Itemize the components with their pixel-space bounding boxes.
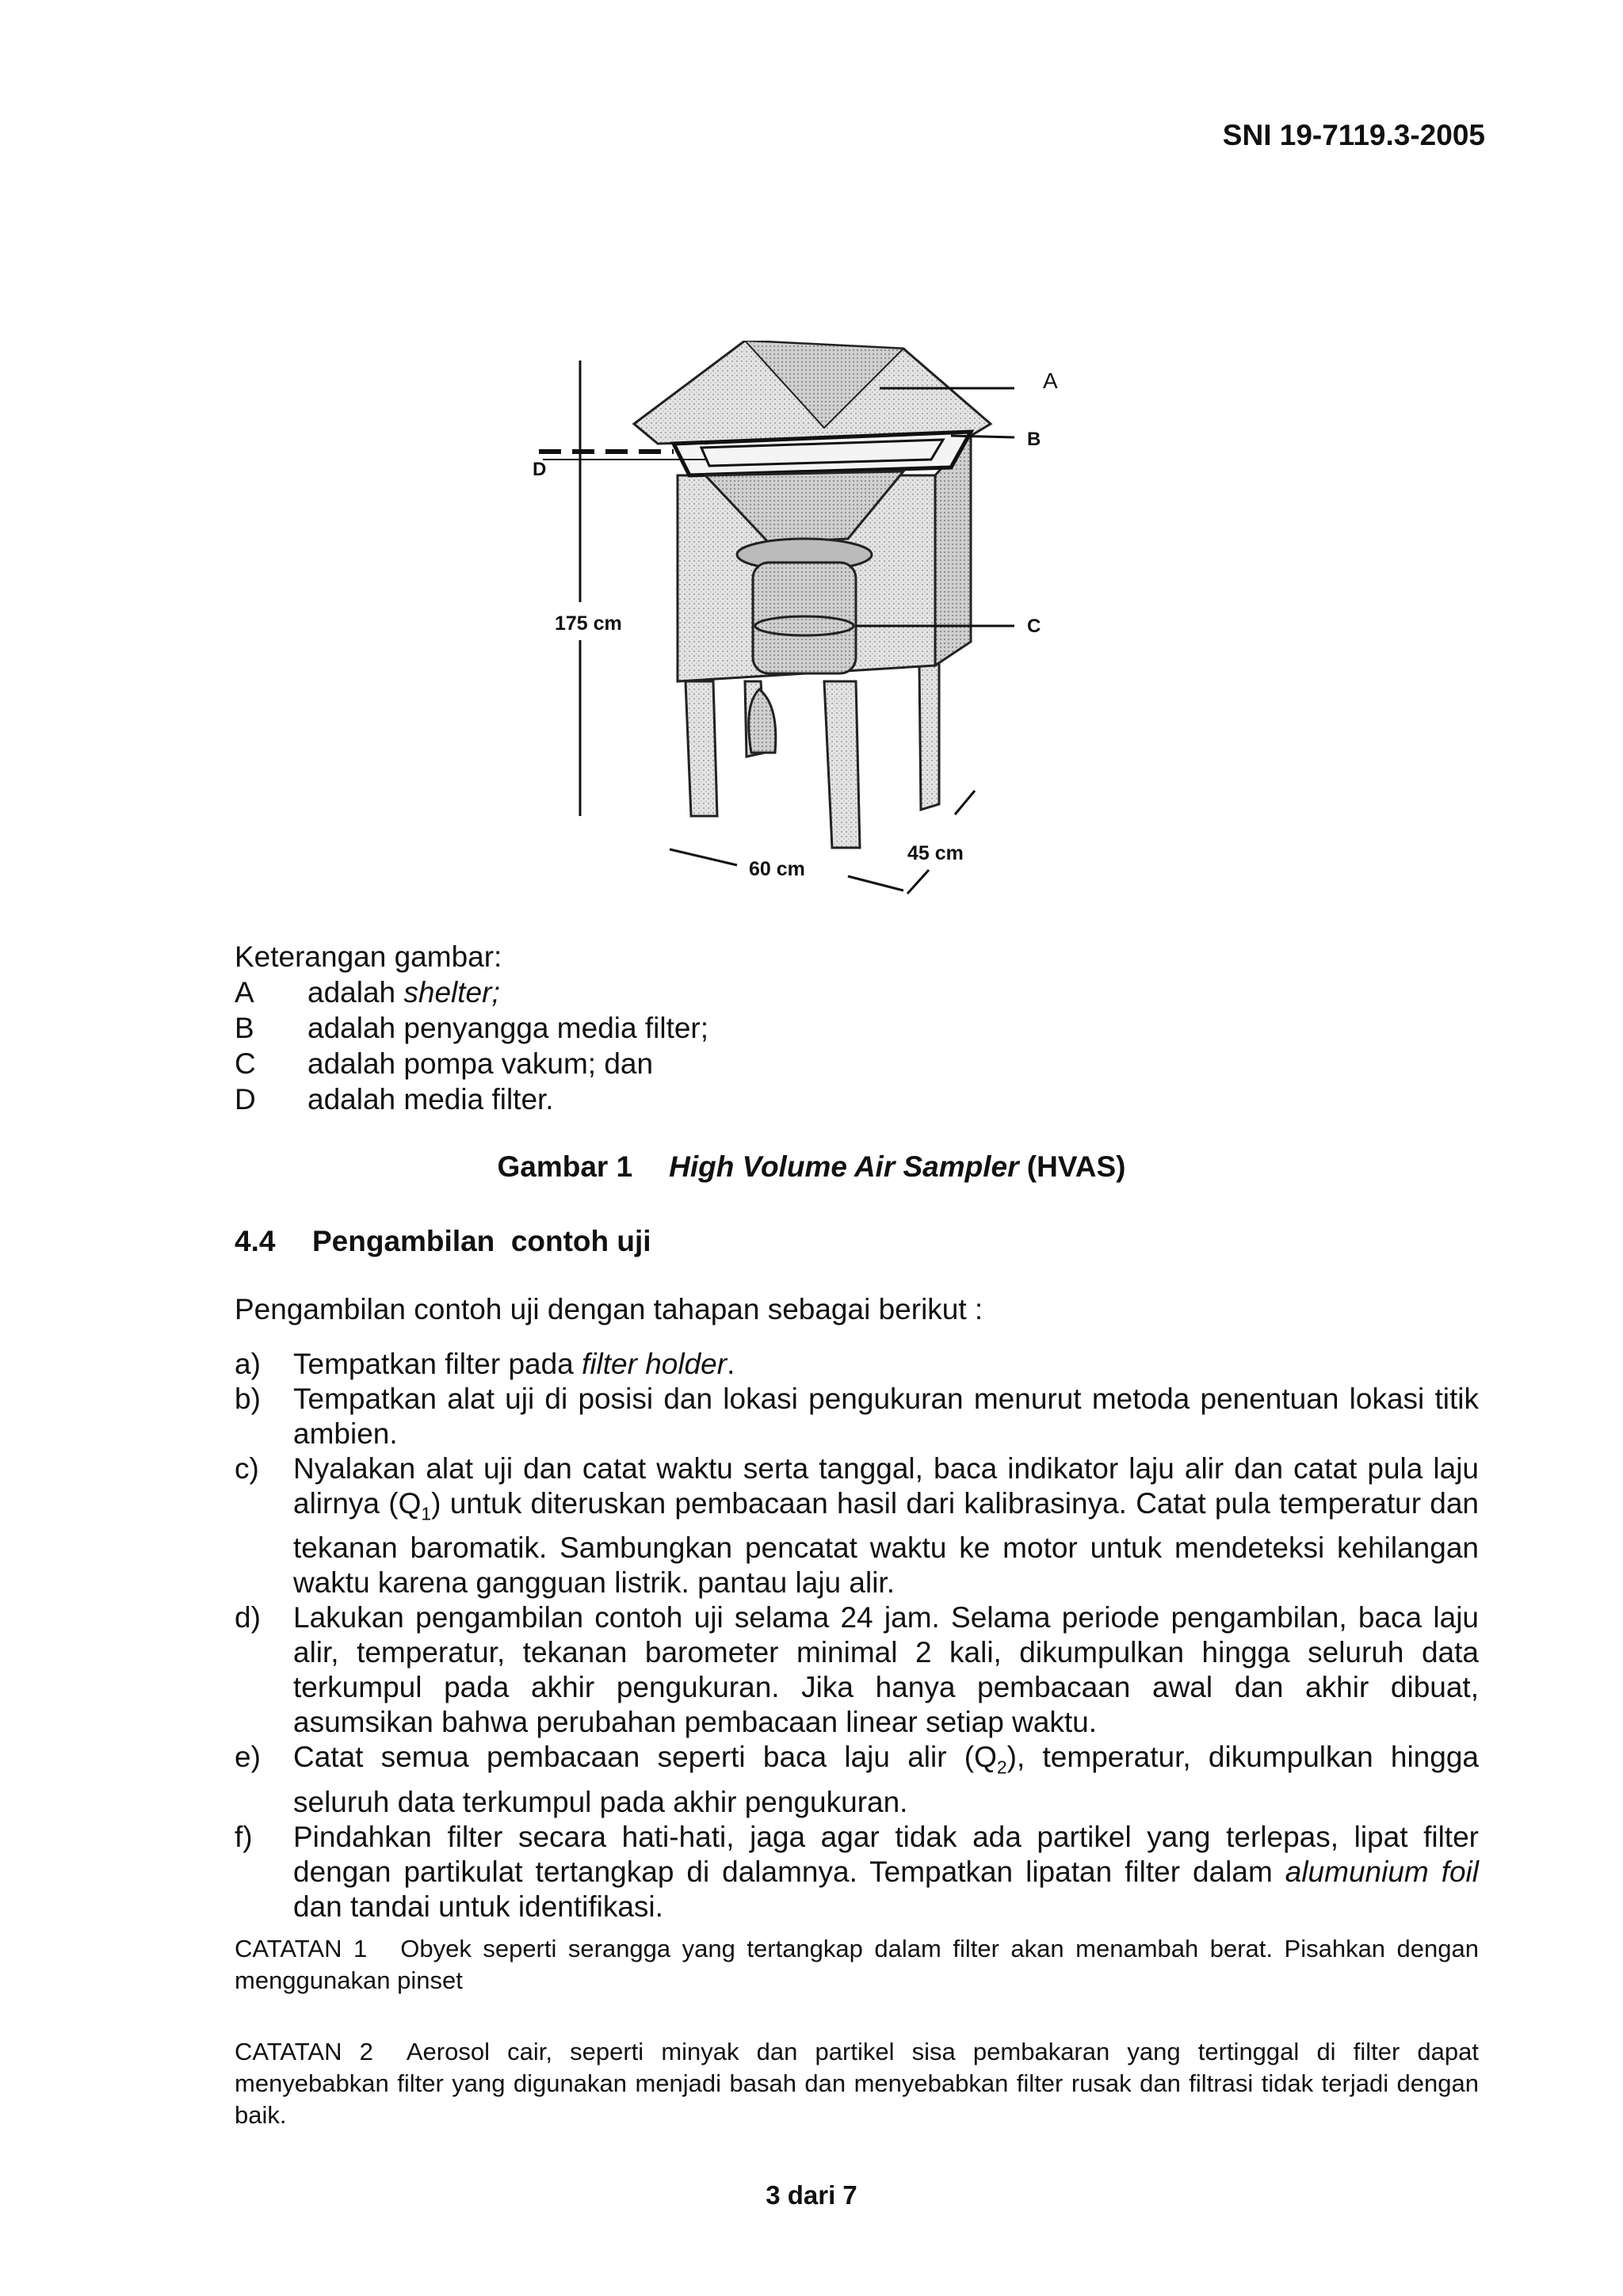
note-text: Aerosol cair, seperti minyak dan partikel sisa pembakaran yang tertinggal di filter dapat menyebabkan filter yang digunakan menjadi basah dan menyebabkan filter rusak dan filtrasi tidak terjadi dengan baik. (235, 2038, 1480, 2129)
note-tag: CATATAN 1 (235, 1935, 368, 1962)
vacuum-pump (753, 563, 856, 673)
section-heading (235, 1225, 651, 1258)
section-title: Pengambilan contoh uji (312, 1225, 651, 1257)
legend-item: A adalah shelter; (235, 976, 500, 1009)
note-2 (235, 2036, 1479, 2131)
height-label: 175 cm (555, 612, 622, 635)
figure-legend (235, 939, 708, 1117)
list-item: d) Lakukan pengambilan contoh uji selama 24 jam. Selama periode pengambilan, baca laju alir, temperatur, tekanan barometer minimal 2 kali, dikumpulkan hingga seluruh data terkumpul pada akhir pengukuran. Jika hanya pembacaan awal dan akhir dibuat, asumsikan bahwa perubahan pembacaan linear setiap waktu. (235, 1601, 1479, 1739)
note-1 (235, 1933, 1479, 1997)
page-number: 3 dari 7 (766, 2180, 857, 2210)
callout-a: A (1043, 368, 1058, 393)
intro-paragraph: Pengambilan contoh uji dengan tahapan sebagai berikut : (235, 1293, 983, 1325)
callout-b: B (1027, 429, 1041, 450)
legend-item: D adalah media filter. (235, 1083, 554, 1116)
hvas-figure (507, 341, 1062, 911)
procedure-list (235, 1347, 1479, 1924)
legend-item: C adalah pompa vakum; dan (235, 1047, 654, 1080)
list-item: a) Tempatkan filter pada filter holder. (235, 1348, 735, 1380)
figure-label: Gambar 1 (497, 1150, 633, 1183)
note-text: Obyek seperti serangga yang tertangkap dalam filter akan menambah berat. Pisahkan dengan menggunakan pinset (235, 1935, 1480, 1994)
callout-c: C (1027, 616, 1041, 637)
list-item: c) Nyalakan alat uji dan catat waktu serta tanggal, baca indikator laju alir dan catat pula laju alirnya $(Q_1)$ untuk diteruskan pembacaan hasil dari kalibrasinya. Catat pula temperatur dan tekanan baromatik. Sambungkan pencatat waktu ke motor untuk mendeteksi kehilangan waktu karena gangguan listrik. pantau laju alir. (235, 1452, 1479, 1600)
stand-legs (685, 658, 939, 848)
figure-caption: Gambar 1 High Volume Air Sampler (HVAS) (497, 1150, 1126, 1183)
note-tag: CATATAN 2 (235, 2038, 373, 2065)
legend-heading: Keterangan gambar: (235, 940, 502, 973)
figure-title: High Volume Air Sampler (669, 1150, 1019, 1183)
list-item: e) Catat semua pembacaan seperti baca laju alir $(Q_2)$, temperatur, dikumpulkan hingga seluruh data terkumpul pada akhir pengukuran. (235, 1741, 1479, 1818)
list-item: b) Tempatkan alat uji di posisi dan lokasi pengukuran menurut metoda penentuan lokasi titik ambien. (235, 1383, 1479, 1450)
standard-code: SNI 19-7119.3-2005 (1222, 119, 1485, 151)
list-item: f) Pindahkan filter secara hati-hati, jaga agar tidak ada partikel yang terlepas, lipat filter dengan partikulat tertangkap di dalamnya. Tempatkan lipatan filter dalam alumunium foil dan tandai untuk identifikasi. (235, 1820, 1479, 1923)
width-label: 60 cm (749, 858, 805, 880)
legend-item: B adalah penyangga media filter; (235, 1012, 709, 1044)
section-number: 4.4 (235, 1225, 276, 1257)
callout-d: D (533, 459, 547, 480)
depth-label: 45 cm (907, 842, 964, 864)
